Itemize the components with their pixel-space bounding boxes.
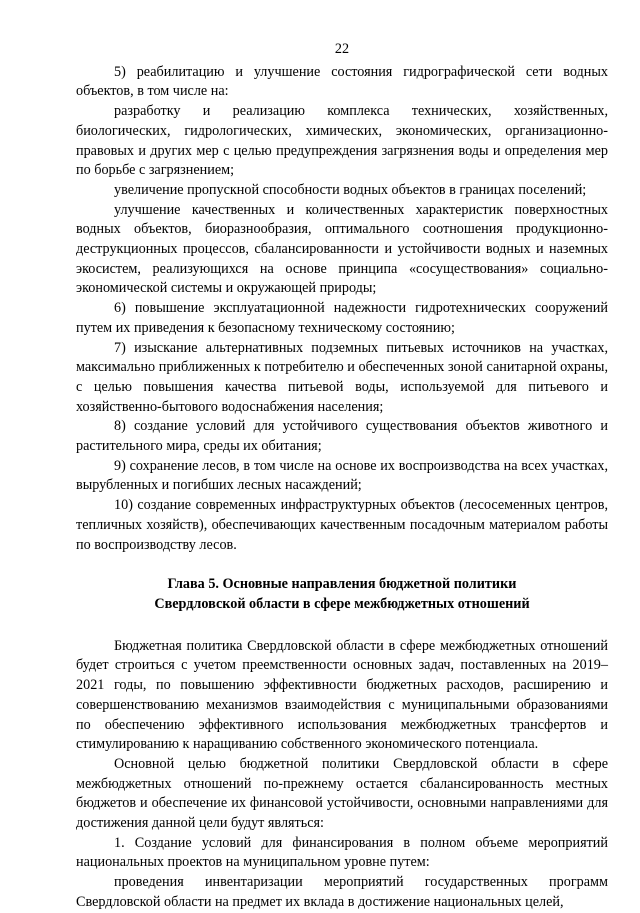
page-number: 22 [334,41,350,57]
paragraph: разработку и реализацию комплекса технических, хозяйственных, биологических, гидрологических, химических, экономических, организационно-правовых и других мер с целью предупреждения загрязнения воды и определения мер по борьбе с загрязнением; [76,103,608,179]
paragraph: 10) создание современных инфраструктурных объектов (лесосеменных центров, тепличных хозяйств), обеспечивающих качественным посадочным материалом работы по воспроизводству лесов. [76,497,608,553]
chapter-heading-line-1: Глава 5. Основные направления бюджетной политики [167,576,517,593]
paragraph: 5) реабилитацию и улучшение состояния гидрографической сети водных объектов, в том числе на: [76,63,608,100]
spacer [76,615,608,637]
spacer [76,555,608,575]
paragraph: 6) повышение эксплуатационной надежности гидротехнических сооружений путем их приведения к безопасному техническому состоянию; [76,300,608,336]
paragraph: 8) создание условий для устойчивого существования объектов животного и растительного мира, среды их обитания; [76,418,608,455]
paragraph: Бюджетная политика Свердловской области в сфере межбюджетных отношений будет строиться с учетом преемственности основных задач, поставленных на 2019–2021 годы, по повышению эффективности бюджетных расходов, расширению и совершенствованию механизмов взаимодействия с муниципальными образованиями по обеспечению эффективного использования межбюджетных трансфертов и стимулированию к наращиванию собственного экономического потенциала. [76,637,608,753]
paragraph: 9) сохранение лесов, в том числе на основе их воспроизводства на всех участках, вырубленных и погибших лесных насаждений; [76,457,608,494]
paragraph: улучшение качественных и количественных характеристик поверхностных водных объектов, биоразнообразия, оптимального соотношения продукционно-деструкционных процессов, сбалансированности и устойчивости водных и наземных экосистем, реализующихся на основе принципа «сосуществования» социально-экономической системы и окружающей природы; [76,201,608,297]
paragraph: 7) изыскание альтернативных подземных питьевых источников на участках, максимально приближенных к потребителю и обеспеченных зоной санитарной охраны, с целью повышения качества питьевой воды, используемой для питьевого и хозяйственно-бытового водоснабжения населения; [76,339,608,415]
chapter-heading-line-2: Свердловской области в сфере межбюджетных отношений [154,595,530,612]
paragraph: увеличение пропускной способности водных объектов в границах поселений; [114,181,587,198]
paragraph: 1. Создание условий для финансирования в полном объеме мероприятий национальных проектов на муниципальном уровне путем: [76,834,608,871]
paragraph: проведения инвентаризации мероприятий государственных программ Свердловской области на предмет их вклада в достижение национальных целей, [76,874,608,910]
document-page [76,40,608,913]
paragraph: Основной целью бюджетной политики Свердловской области в сфере межбюджетных отношений по-прежнему остается сбалансированность местных бюджетов и обеспечение их финансовой устойчивости, основными направлениями для достижения данной цели будут являться: [76,755,608,832]
